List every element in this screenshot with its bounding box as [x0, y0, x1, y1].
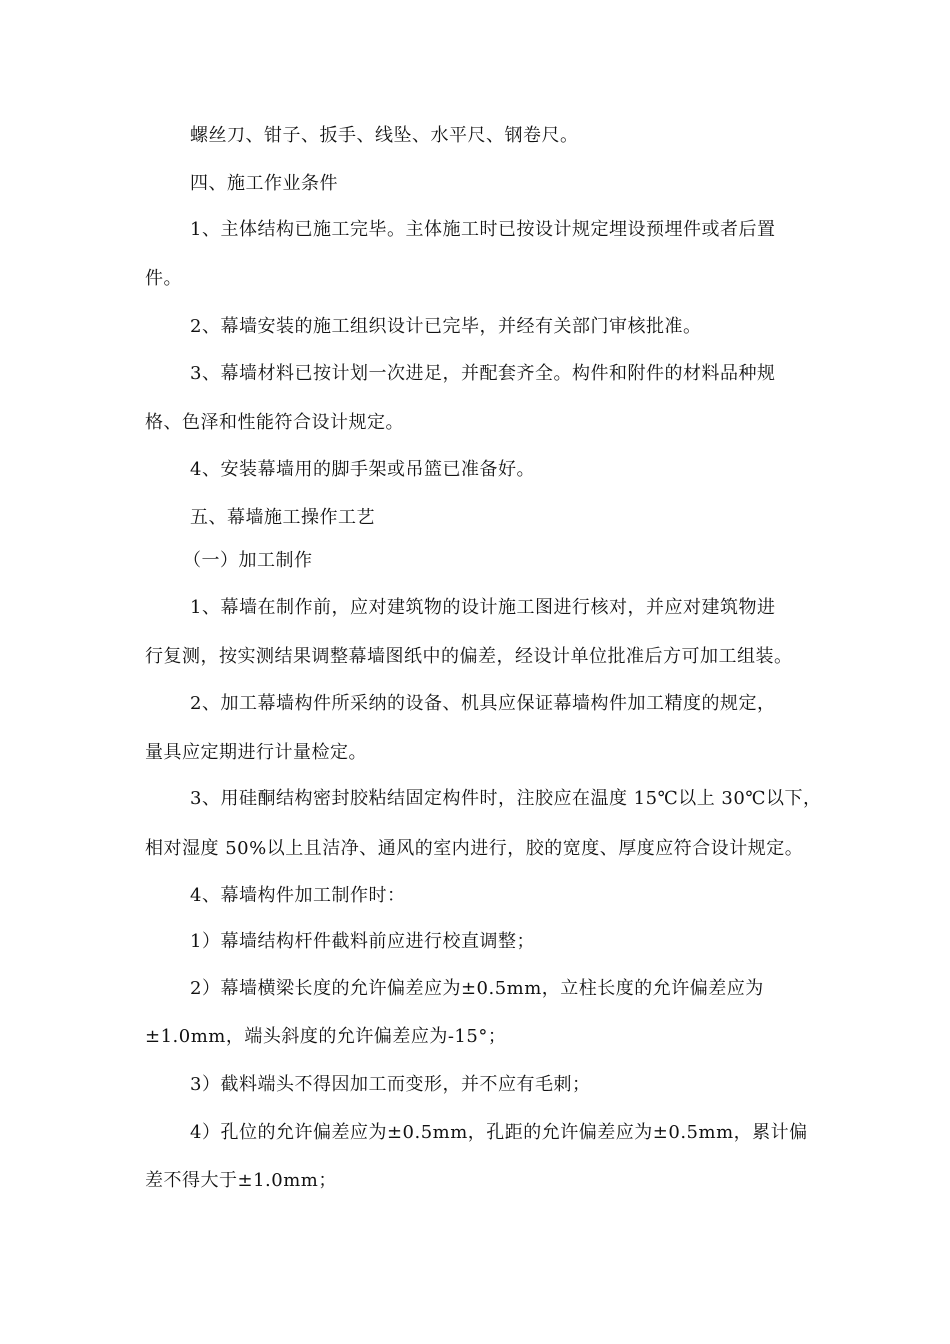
list-item: 1）幕墙结构杆件截料前应进行校直调整； [190, 931, 535, 952]
text-line: 1、幕墙在制作前，应对建筑物的设计施工图进行核对，并应对建筑物进 [190, 597, 776, 618]
text-line: 件。 [145, 268, 182, 289]
text-line: 2、幕墙安装的施工组织设计已完毕，并经有关部门审核批准。 [190, 316, 702, 337]
text-line: 行复测，按实测结果调整幕墙图纸中的偏差，经设计单位批准后方可加工组装。 [145, 646, 793, 667]
text-line: 差不得大于±1.0mm； [145, 1170, 337, 1191]
text-line: 3、用硅酮结构密封胶粘结固定构件时，注胶应在温度 15℃以上 30℃以下， [190, 788, 822, 809]
text-line: 相对湿度 50%以上且洁净、通风的室内进行，胶的宽度、厚度应符合设计规定。 [145, 838, 804, 859]
text-line: 4、幕墙构件加工制作时： [190, 885, 406, 906]
text-line: 3、幕墙材料已按计划一次进足，并配套齐全。构件和附件的材料品种规 [190, 363, 776, 384]
text-line: 1、主体结构已施工完毕。主体施工时已按设计规定埋设预埋件或者后置 [190, 219, 776, 240]
list-item: 3）截料端头不得因加工而变形，并不应有毛刺； [190, 1074, 591, 1095]
list-item: 4）孔位的允许偏差应为±0.5mm，孔距的允许偏差应为±0.5mm，累计偏 [190, 1122, 808, 1143]
section-heading-5: 五、幕墙施工操作工艺 [190, 507, 375, 528]
text-line: 4、安装幕墙用的脚手架或吊篮已准备好。 [190, 459, 535, 480]
text-line: ±1.0mm，端头斜度的允许偏差应为-15°； [145, 1026, 507, 1047]
text-line-tools: 螺丝刀、钳子、扳手、线坠、水平尺、钢卷尺。 [190, 125, 579, 146]
text-line: 2、加工幕墙构件所采纳的设备、机具应保证幕墙构件加工精度的规定， [190, 693, 776, 714]
text-line: 格、色泽和性能符合设计规定。 [145, 412, 404, 433]
subsection-heading-1: （一）加工制作 [183, 550, 313, 571]
text-line: 量具应定期进行计量检定。 [145, 742, 367, 763]
list-item: 2）幕墙横梁长度的允许偏差应为±0.5mm，立柱长度的允许偏差应为 [190, 978, 764, 999]
section-heading-4: 四、施工作业条件 [190, 173, 338, 194]
